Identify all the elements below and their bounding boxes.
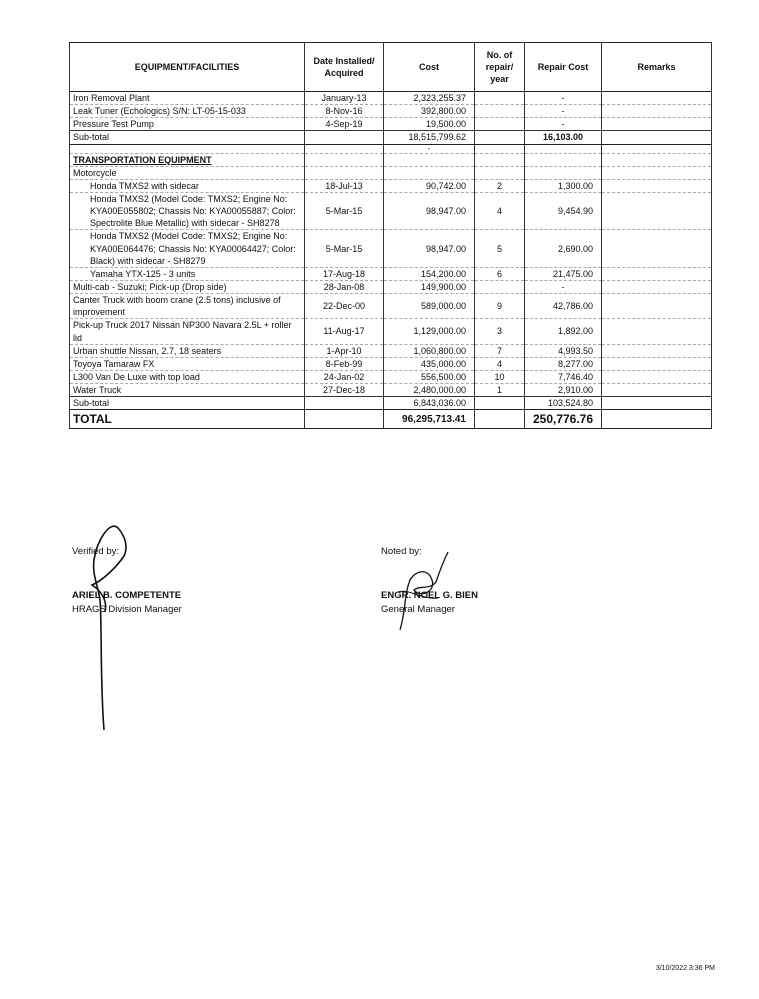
row-repair-cost: 7,746.40 [525, 370, 602, 383]
row-repairs: 9 [475, 294, 525, 319]
row-name: Leak Tuner (Echologics) S/N: LT-05-15-033 [70, 105, 305, 118]
row-repair-cost: - [525, 280, 602, 293]
row-cost: 392,800.00 [384, 105, 475, 118]
row-repair-cost: 9,454.90 [525, 192, 602, 229]
row-date: 5-Mar-15 [305, 230, 384, 267]
verified-name: ARIEL B. COMPETENTE [72, 589, 182, 601]
row-remarks [602, 179, 712, 192]
row-name: Urban shuttle Nissan, 2.7, 18 seaters [70, 344, 305, 357]
subtotal-cost: 6,843,036.00 [384, 397, 475, 410]
subtotal-repair-cost: 16,103.00 [525, 131, 602, 144]
row-repairs [475, 105, 525, 118]
section-row [70, 153, 712, 166]
row-repair-cost: 1,300.00 [525, 179, 602, 192]
row-date: 8-Nov-16 [305, 105, 384, 118]
row-remarks [602, 319, 712, 344]
empty-cell [384, 153, 475, 166]
subtotal-repair-cost: 103,524.80 [525, 397, 602, 410]
verified-signature-block [72, 545, 182, 616]
subtotal-row [70, 397, 712, 410]
row-repairs: 7 [475, 344, 525, 357]
row-cost: 556,500.00 [384, 370, 475, 383]
row-repairs: 2 [475, 179, 525, 192]
subtotal-cost: 18,515,799.62 [384, 131, 475, 144]
empty-cell [475, 410, 525, 429]
row-remarks [602, 370, 712, 383]
row-cost: 2,323,255.37 [384, 92, 475, 105]
table-row [70, 319, 712, 344]
spacer-row [70, 144, 712, 153]
noted-name: ENGR. NOEL G. BIEN [381, 589, 478, 601]
verified-title: HRAGS Division Manager [72, 603, 182, 615]
row-date: 24-Jan-02 [305, 370, 384, 383]
header-remarks: Remarks [602, 43, 712, 92]
row-repairs: 4 [475, 357, 525, 370]
row-repair-cost: 42,786.00 [525, 294, 602, 319]
empty-cell [602, 153, 712, 166]
row-date: 18-Jul-13 [305, 179, 384, 192]
row-cost: 90,742.00 [384, 179, 475, 192]
header-date: Date Installed/ Acquired [305, 43, 384, 92]
row-repairs [475, 92, 525, 105]
row-repairs: 10 [475, 370, 525, 383]
row-date: 1-Apr-10 [305, 344, 384, 357]
empty-cell [70, 144, 305, 153]
empty-cell [475, 131, 525, 144]
row-name: Honda TMXS2 (Model Code: TMXS2; Engine No: KYA00E055802; Chassis No: KYA00055887; Color: Spectrolite Blue Metallic) with sidecar - SH8278 [70, 192, 305, 229]
table-row [70, 384, 712, 397]
row-name: L300 Van De Luxe with top load [70, 370, 305, 383]
table-row [70, 105, 712, 118]
row-repair-cost: 8,277.00 [525, 357, 602, 370]
dash-cell: - [384, 144, 475, 153]
row-remarks [602, 230, 712, 267]
row-remarks [602, 384, 712, 397]
row-name: Honda TMXS2 (Model Code: TMXS2; Engine No: KYA00E064476; Chassis No: KYA00064427; Color: Black) with sidecar - SH8279 [70, 230, 305, 267]
row-cost: 1,129,000.00 [384, 319, 475, 344]
row-date: January-13 [305, 92, 384, 105]
section-title: TRANSPORTATION EQUIPMENT [70, 153, 305, 166]
row-cost: 149,900.00 [384, 280, 475, 293]
table-row [70, 280, 712, 293]
row-repairs: 5 [475, 230, 525, 267]
row-repairs: 4 [475, 192, 525, 229]
row-name: Honda TMXS2 with sidecar [70, 179, 305, 192]
row-cost: 589,000.00 [384, 294, 475, 319]
row-remarks [602, 267, 712, 280]
row-date: 22-Dec-00 [305, 294, 384, 319]
empty-cell [305, 153, 384, 166]
noted-title: General Manager [381, 603, 455, 615]
verified-label: Verified by: [72, 546, 119, 557]
row-name: Yamaha YTX-125 - 3 units [70, 267, 305, 280]
category-title: Motorcycle [70, 166, 305, 179]
empty-cell [602, 397, 712, 410]
total-row [70, 410, 712, 429]
empty-cell [305, 131, 384, 144]
empty-cell [525, 144, 602, 153]
table-row [70, 344, 712, 357]
row-name: Toyoya Tamaraw FX [70, 357, 305, 370]
row-cost: 2,480,000.00 [384, 384, 475, 397]
row-cost: 98,947.00 [384, 192, 475, 229]
row-repair-cost: - [525, 92, 602, 105]
row-cost: 1,060,800.00 [384, 344, 475, 357]
header-cost: Cost [384, 43, 475, 92]
row-cost: 154,200.00 [384, 267, 475, 280]
empty-cell [475, 397, 525, 410]
empty-cell [305, 166, 384, 179]
row-repairs: 6 [475, 267, 525, 280]
row-repair-cost: 4,993.50 [525, 344, 602, 357]
print-timestamp: 3/10/2022 3:36 PM [655, 965, 715, 972]
total-repair-cost: 250,776.76 [525, 410, 602, 429]
empty-cell [475, 144, 525, 153]
noted-signature-block [381, 545, 478, 616]
empty-cell [602, 410, 712, 429]
table-row [70, 294, 712, 319]
row-repair-cost: - [525, 105, 602, 118]
row-date: 27-Dec-18 [305, 384, 384, 397]
row-cost: 435,000.00 [384, 357, 475, 370]
table-row [70, 118, 712, 131]
table-row [70, 179, 712, 192]
row-name: Multi-cab - Suzuki; Pick-up (Drop side) [70, 280, 305, 293]
row-date: 8-Feb-99 [305, 357, 384, 370]
equipment-table [69, 42, 712, 429]
total-cost: 96,295,713.41 [384, 410, 475, 429]
row-name: Canter Truck with boom crane (2.5 tons) inclusive of improvement [70, 294, 305, 319]
row-repairs [475, 280, 525, 293]
empty-cell [525, 166, 602, 179]
row-repair-cost: 2,690.00 [525, 230, 602, 267]
row-repairs: 3 [475, 319, 525, 344]
empty-cell [384, 166, 475, 179]
empty-cell [602, 131, 712, 144]
empty-cell [305, 144, 384, 153]
row-date: 11-Aug-17 [305, 319, 384, 344]
table-row [70, 92, 712, 105]
empty-cell [475, 153, 525, 166]
table-header-row [70, 43, 712, 92]
row-name: Pressure Test Pump [70, 118, 305, 131]
header-repairs: No. of repair/ year [475, 43, 525, 92]
total-label: TOTAL [70, 410, 305, 429]
category-row [70, 166, 712, 179]
table-row [70, 192, 712, 229]
row-name: Pick-up Truck 2017 Nissan NP300 Navara 2.5L + roller lid [70, 319, 305, 344]
row-date: 4-Sep-19 [305, 118, 384, 131]
row-remarks [602, 118, 712, 131]
row-date: 28-Jan-08 [305, 280, 384, 293]
empty-cell [305, 410, 384, 429]
table-row [70, 230, 712, 267]
row-repairs: 1 [475, 384, 525, 397]
row-remarks [602, 357, 712, 370]
row-date: 5-Mar-15 [305, 192, 384, 229]
empty-cell [305, 397, 384, 410]
row-name: Iron Removal Plant [70, 92, 305, 105]
row-remarks [602, 280, 712, 293]
row-repairs [475, 118, 525, 131]
empty-cell [602, 144, 712, 153]
row-cost: 98,947.00 [384, 230, 475, 267]
row-cost: 19,500.00 [384, 118, 475, 131]
subtotal-label: Sub-total [70, 131, 305, 144]
empty-cell [475, 166, 525, 179]
row-remarks [602, 105, 712, 118]
empty-cell [602, 166, 712, 179]
row-repair-cost: - [525, 118, 602, 131]
row-repair-cost: 2,910.00 [525, 384, 602, 397]
row-remarks [602, 192, 712, 229]
subtotal-row [70, 131, 712, 144]
header-repair-cost: Repair Cost [525, 43, 602, 92]
table-row [70, 370, 712, 383]
row-remarks [602, 294, 712, 319]
row-remarks [602, 92, 712, 105]
noted-label: Noted by: [381, 546, 422, 557]
row-repair-cost: 21,475.00 [525, 267, 602, 280]
subtotal-label: Sub-total [70, 397, 305, 410]
empty-cell [525, 153, 602, 166]
table-row [70, 357, 712, 370]
table-row [70, 267, 712, 280]
row-remarks [602, 344, 712, 357]
row-date: 17-Aug-18 [305, 267, 384, 280]
row-name: Water Truck [70, 384, 305, 397]
header-equipment: EQUIPMENT/FACILITIES [70, 43, 305, 92]
row-repair-cost: 1,892.00 [525, 319, 602, 344]
